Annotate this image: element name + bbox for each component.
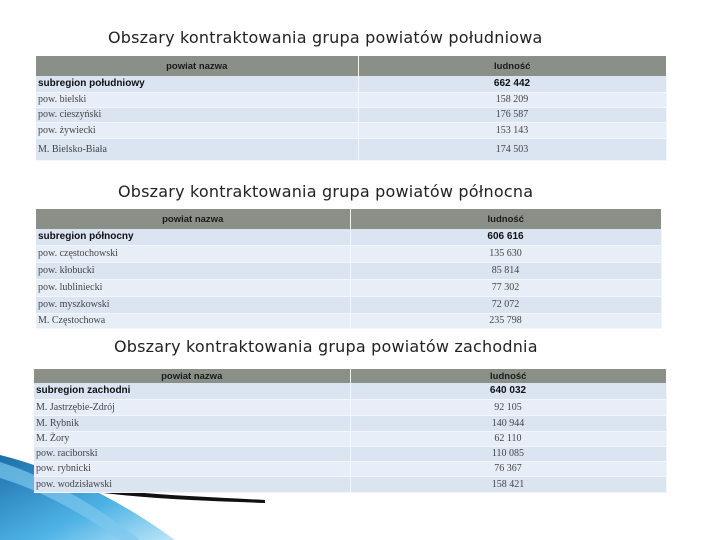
row-population: 110 085: [350, 446, 666, 461]
row-population: 640 032: [350, 383, 666, 399]
row-name: M. Częstochowa: [36, 313, 350, 328]
row-population: 76 367: [350, 461, 666, 476]
table-row: [34, 383, 666, 399]
row-population: 158 421: [350, 476, 666, 492]
row-population: 158 209: [358, 92, 666, 107]
row-name: pow. bielski: [36, 92, 358, 107]
row-name: M. Bielsko-Biała: [36, 138, 358, 160]
row-name: pow. rybnicki: [34, 461, 350, 476]
table-west: [34, 369, 666, 493]
row-name: subregion południowy: [36, 76, 358, 92]
table-row: [36, 262, 661, 279]
row-name: pow. żywiecki: [36, 122, 358, 138]
table-row: [36, 107, 666, 122]
row-name: pow. myszkowski: [36, 296, 350, 313]
row-population: 140 944: [350, 415, 666, 431]
table-title-north: Obszary kontraktowania grupa powiatów północna: [118, 182, 534, 201]
row-population: 85 814: [350, 262, 661, 279]
row-population: 77 302: [350, 279, 661, 296]
table-row: [36, 138, 666, 160]
table-row: [36, 313, 661, 328]
row-name: pow. lubliniecki: [36, 279, 350, 296]
row-population: 606 616: [350, 229, 661, 245]
row-name: M. Rybnik: [34, 415, 350, 431]
table-row: [36, 229, 661, 245]
table-row: [34, 399, 666, 415]
row-population: 174 503: [358, 138, 666, 160]
table-row: [36, 122, 666, 138]
row-name: subregion północny: [36, 229, 350, 245]
table-row: [36, 279, 661, 296]
row-population: 235 798: [350, 313, 661, 328]
table-row: [36, 92, 666, 107]
table-row: [34, 476, 666, 492]
row-population: 662 442: [358, 76, 666, 92]
table-row: [36, 296, 661, 313]
row-population: 62 110: [350, 431, 666, 446]
row-population: 176 587: [358, 107, 666, 122]
row-population: 153 143: [358, 122, 666, 138]
table-row: [34, 415, 666, 431]
row-population: 135 630: [350, 245, 661, 262]
table-row: [34, 446, 666, 461]
column-header-population: ludność: [350, 369, 666, 383]
table-south: [36, 56, 666, 161]
table-row: [34, 431, 666, 446]
table-row: [36, 245, 661, 262]
table-row: [36, 76, 666, 92]
column-header-name: powiat nazwa: [34, 369, 350, 383]
column-header-name: powiat nazwa: [36, 56, 358, 76]
row-name: M. Żory: [34, 431, 350, 446]
column-header-name: powiat nazwa: [36, 209, 350, 229]
row-name: pow. raciborski: [34, 446, 350, 461]
column-header-population: ludność: [358, 56, 666, 76]
row-name: M. Jastrzębie-Zdrój: [34, 399, 350, 415]
column-header-population: ludność: [350, 209, 661, 229]
row-name: pow. częstochowski: [36, 245, 350, 262]
row-population: 92 105: [350, 399, 666, 415]
row-name: pow. kłobucki: [36, 262, 350, 279]
row-name: pow. cieszyński: [36, 107, 358, 122]
table-title-west: Obszary kontraktowania grupa powiatów zachodnia: [114, 337, 538, 356]
table-north: [36, 209, 661, 329]
table-row: [34, 461, 666, 476]
row-name: pow. wodzisławski: [34, 476, 350, 492]
row-population: 72 072: [350, 296, 661, 313]
table-title-south: Obszary kontraktowania grupa powiatów południowa: [108, 28, 543, 47]
row-name: subregion zachodni: [34, 383, 350, 399]
